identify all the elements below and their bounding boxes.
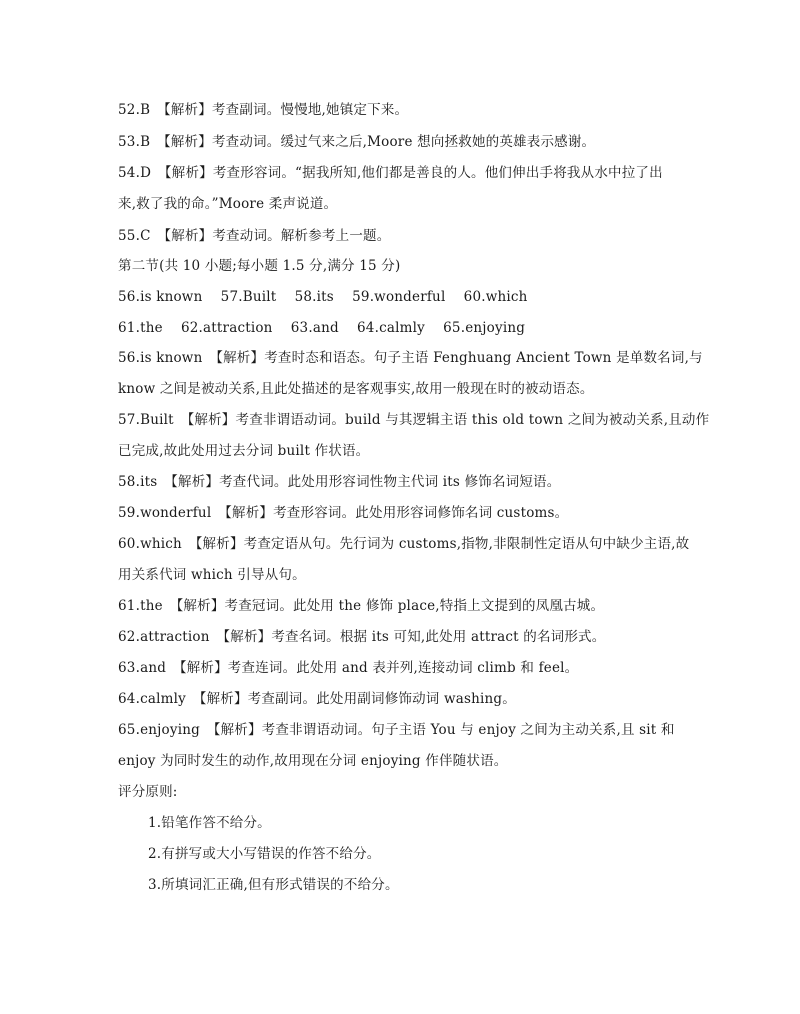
- answer-60-continued: 用关系代词 which 引导从句。: [118, 567, 306, 583]
- answer-54: 54.D 【解析】考查形容词。“据我所知,他们都是善良的人。他们伸出手将我从水中拉了出: [118, 165, 663, 181]
- answer-54-continued: 来,救了我的命。”Moore 柔声说道。: [118, 196, 338, 212]
- answer-56-continued: know 之间是被动关系,且此处描述的是客观事实,故用一般现在时的被动语态。: [118, 381, 594, 397]
- answer-52: 52.B 【解析】考查副词。慢慢地,她镇定下来。: [118, 102, 409, 118]
- answer-62: 62.attraction 【解析】考查名词。根据 its 可知,此处用 attract 的名词形式。: [118, 629, 606, 645]
- scoring-rule-3: 3.所填词汇正确,但有形式错误的不给分。: [148, 877, 399, 893]
- answer-summary-56-60: 56.is known 57.Built 58.its 59.wonderful 60.which: [118, 289, 528, 305]
- scoring-rule-1: 1.铅笔作答不给分。: [148, 815, 271, 831]
- section-heading: 第二节(共 10 小题;每小题 1.5 分,满分 15 分): [118, 258, 401, 274]
- scoring-rule-2: 2.有拼写或大小写错误的作答不给分。: [148, 846, 381, 862]
- answer-57: 57.Built 【解析】考查非谓语动词。build 与其逻辑主语 this old town 之间为被动关系,且动作: [118, 412, 710, 428]
- answer-55: 55.C 【解析】考查动词。解析参考上一题。: [118, 228, 391, 244]
- answer-65-continued: enjoy 为同时发生的动作,故用现在分词 enjoying 作伴随状语。: [118, 753, 508, 769]
- answer-summary-61-65: 61.the 62.attraction 63.and 64.calmly 65.enjoying: [118, 320, 526, 336]
- answer-58: 58.its 【解析】考查代词。此处用形容词性物主代词 its 修饰名词短语。: [118, 474, 561, 490]
- answer-59: 59.wonderful 【解析】考查形容词。此处用形容词修饰名词 customs。: [118, 505, 569, 521]
- answer-57-continued: 已完成,故此处用过去分词 built 作状语。: [118, 443, 370, 459]
- answer-60: 60.which 【解析】考查定语从句。先行词为 customs,指物,非限制性定语从句中缺少主语,故: [118, 536, 690, 552]
- answer-63: 63.and 【解析】考查连词。此处用 and 表并列,连接动词 climb 和 feel。: [118, 660, 579, 676]
- answer-65: 65.enjoying 【解析】考查非谓语动词。句子主语 You 与 enjoy 之间为主动关系,且 sit 和: [118, 722, 675, 738]
- answer-64: 64.calmly 【解析】考查副词。此处用副词修饰动词 washing。: [118, 691, 516, 707]
- answer-56: 56.is known 【解析】考查时态和语态。句子主语 Fenghuang Ancient Town 是单数名词,与: [118, 350, 703, 366]
- scoring-principles-heading: 评分原则:: [118, 784, 178, 800]
- answer-61: 61.the 【解析】考查冠词。此处用 the 修饰 place,特指上文提到的凤凰古城。: [118, 598, 605, 614]
- answer-53: 53.B 【解析】考查动词。缓过气来之后,Moore 想向拯救她的英雄表示感谢。: [118, 134, 596, 150]
